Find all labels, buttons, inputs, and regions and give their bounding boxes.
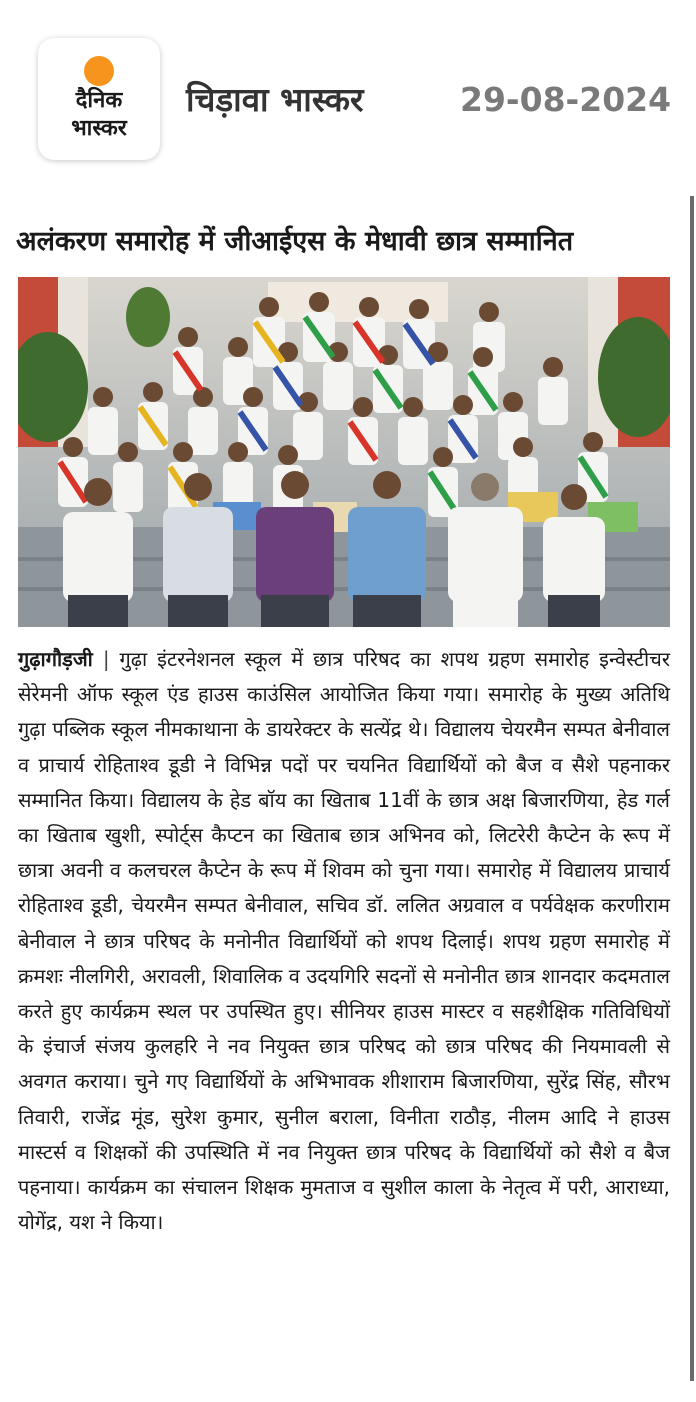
logo-line-1: दैनिक bbox=[75, 88, 123, 113]
sun-logo-icon bbox=[84, 56, 114, 86]
dateline-separator: | bbox=[102, 647, 110, 671]
article-dateline: गुढ़ागौड़जी bbox=[18, 647, 93, 671]
newspaper-header bbox=[0, 0, 696, 190]
article-body bbox=[18, 642, 670, 1240]
group-photo-illustration bbox=[18, 277, 670, 627]
logo-line-2: भास्कर bbox=[71, 116, 127, 141]
group-photo bbox=[18, 277, 670, 627]
edition-date: 29-08-2024 bbox=[460, 80, 672, 119]
article-headline: अलंकरण समारोह में जीआईएस के मेधावी छात्र सम्मानित bbox=[16, 226, 574, 257]
page-edge-divider bbox=[690, 196, 694, 1381]
dainik-bhaskar-logo bbox=[38, 38, 160, 160]
edition-name: चिड़ावा भास्कर bbox=[186, 80, 364, 119]
article-body-text: गुढ़ा इंटरनेशनल स्कूल में छात्र परिषद का शपथ ग्रहण समारोह इन्वेस्टीचर सेरेमनी ऑफ स्कूल एंड हाउस काउंसिल आयोजित किया गया। समारोह के मुख्य अतिथि गुढ़ा पब्लिक स्कूल नीमकाथाना के डायरेक्टर के सत्येंद्र थे। विद्यालय चेयरमैन सम्पत बेनीवाल व प्राचार्य रोहिताश्व डूडी ने विभिन्न पदों पर चयनित विद्यार्थियों को बैज व सैशे पहनाकर सम्मानित किया। विद्यालय के हेड बॉय का खिताब 11वीं के छात्र अक्ष बिजारणिया, हेड गर्ल का खिताब खुशी, स्पोर्ट्स कैप्टन का खिताब छात्र अभिनव को, लिटरेरी कैप्टेन के रूप में छात्रा अवनी व कलचरल कैप्टेन के रूप में शिवम को चुना गया। समारोह में विद्यालय प्राचार्य रोहिताश्व डूडी, चेयरमैन सम्पत बेनीवाल, सचिव डॉ. ललित अग्रवाल व पर्यवेक्षक करणीराम बेनीवाल ने छात्र परिषद के मनोनीत विद्यार्थियों को शपथ दिलाई। शपथ ग्रहण समारोह में क्रमशः नीलगिरी, अरावली, शिवालिक व उदयगिरि सदनों से मनोनीत छात्र शानदार कदमताल करते हुए कार्यक्रम स्थल पर उपस्थित हुए। सीनियर हाउस मास्टर व सहशैक्षिक गतिविधियों के इंचार्ज संजय कुलहरि ने नव नियुक्त छात्र परिषद को छात्र परिषद की नियमावली से अवगत कराया। चुने गए विद्यार्थियों के अभिभावक शीशाराम बिजारणिया, सुरेंद्र सिंह, सौरभ तिवारी, राजेंद्र मूंड, सुरेश कुमार, सुनील बराला, विनीता राठौड़, नीलम आदि ने हाउस मास्टर्स व शिक्षकों की उपस्थिति में नव नियुक्त छात्र परिषद के विद्यार्थियों को सैशे व बैज पहनाया। कार्यक्रम का संचालन शिक्षक मुमताज व सुशील काला के नेतृत्व में परी, आराध्या, योगेंद्र, यश ने किया। bbox=[18, 647, 671, 1235]
